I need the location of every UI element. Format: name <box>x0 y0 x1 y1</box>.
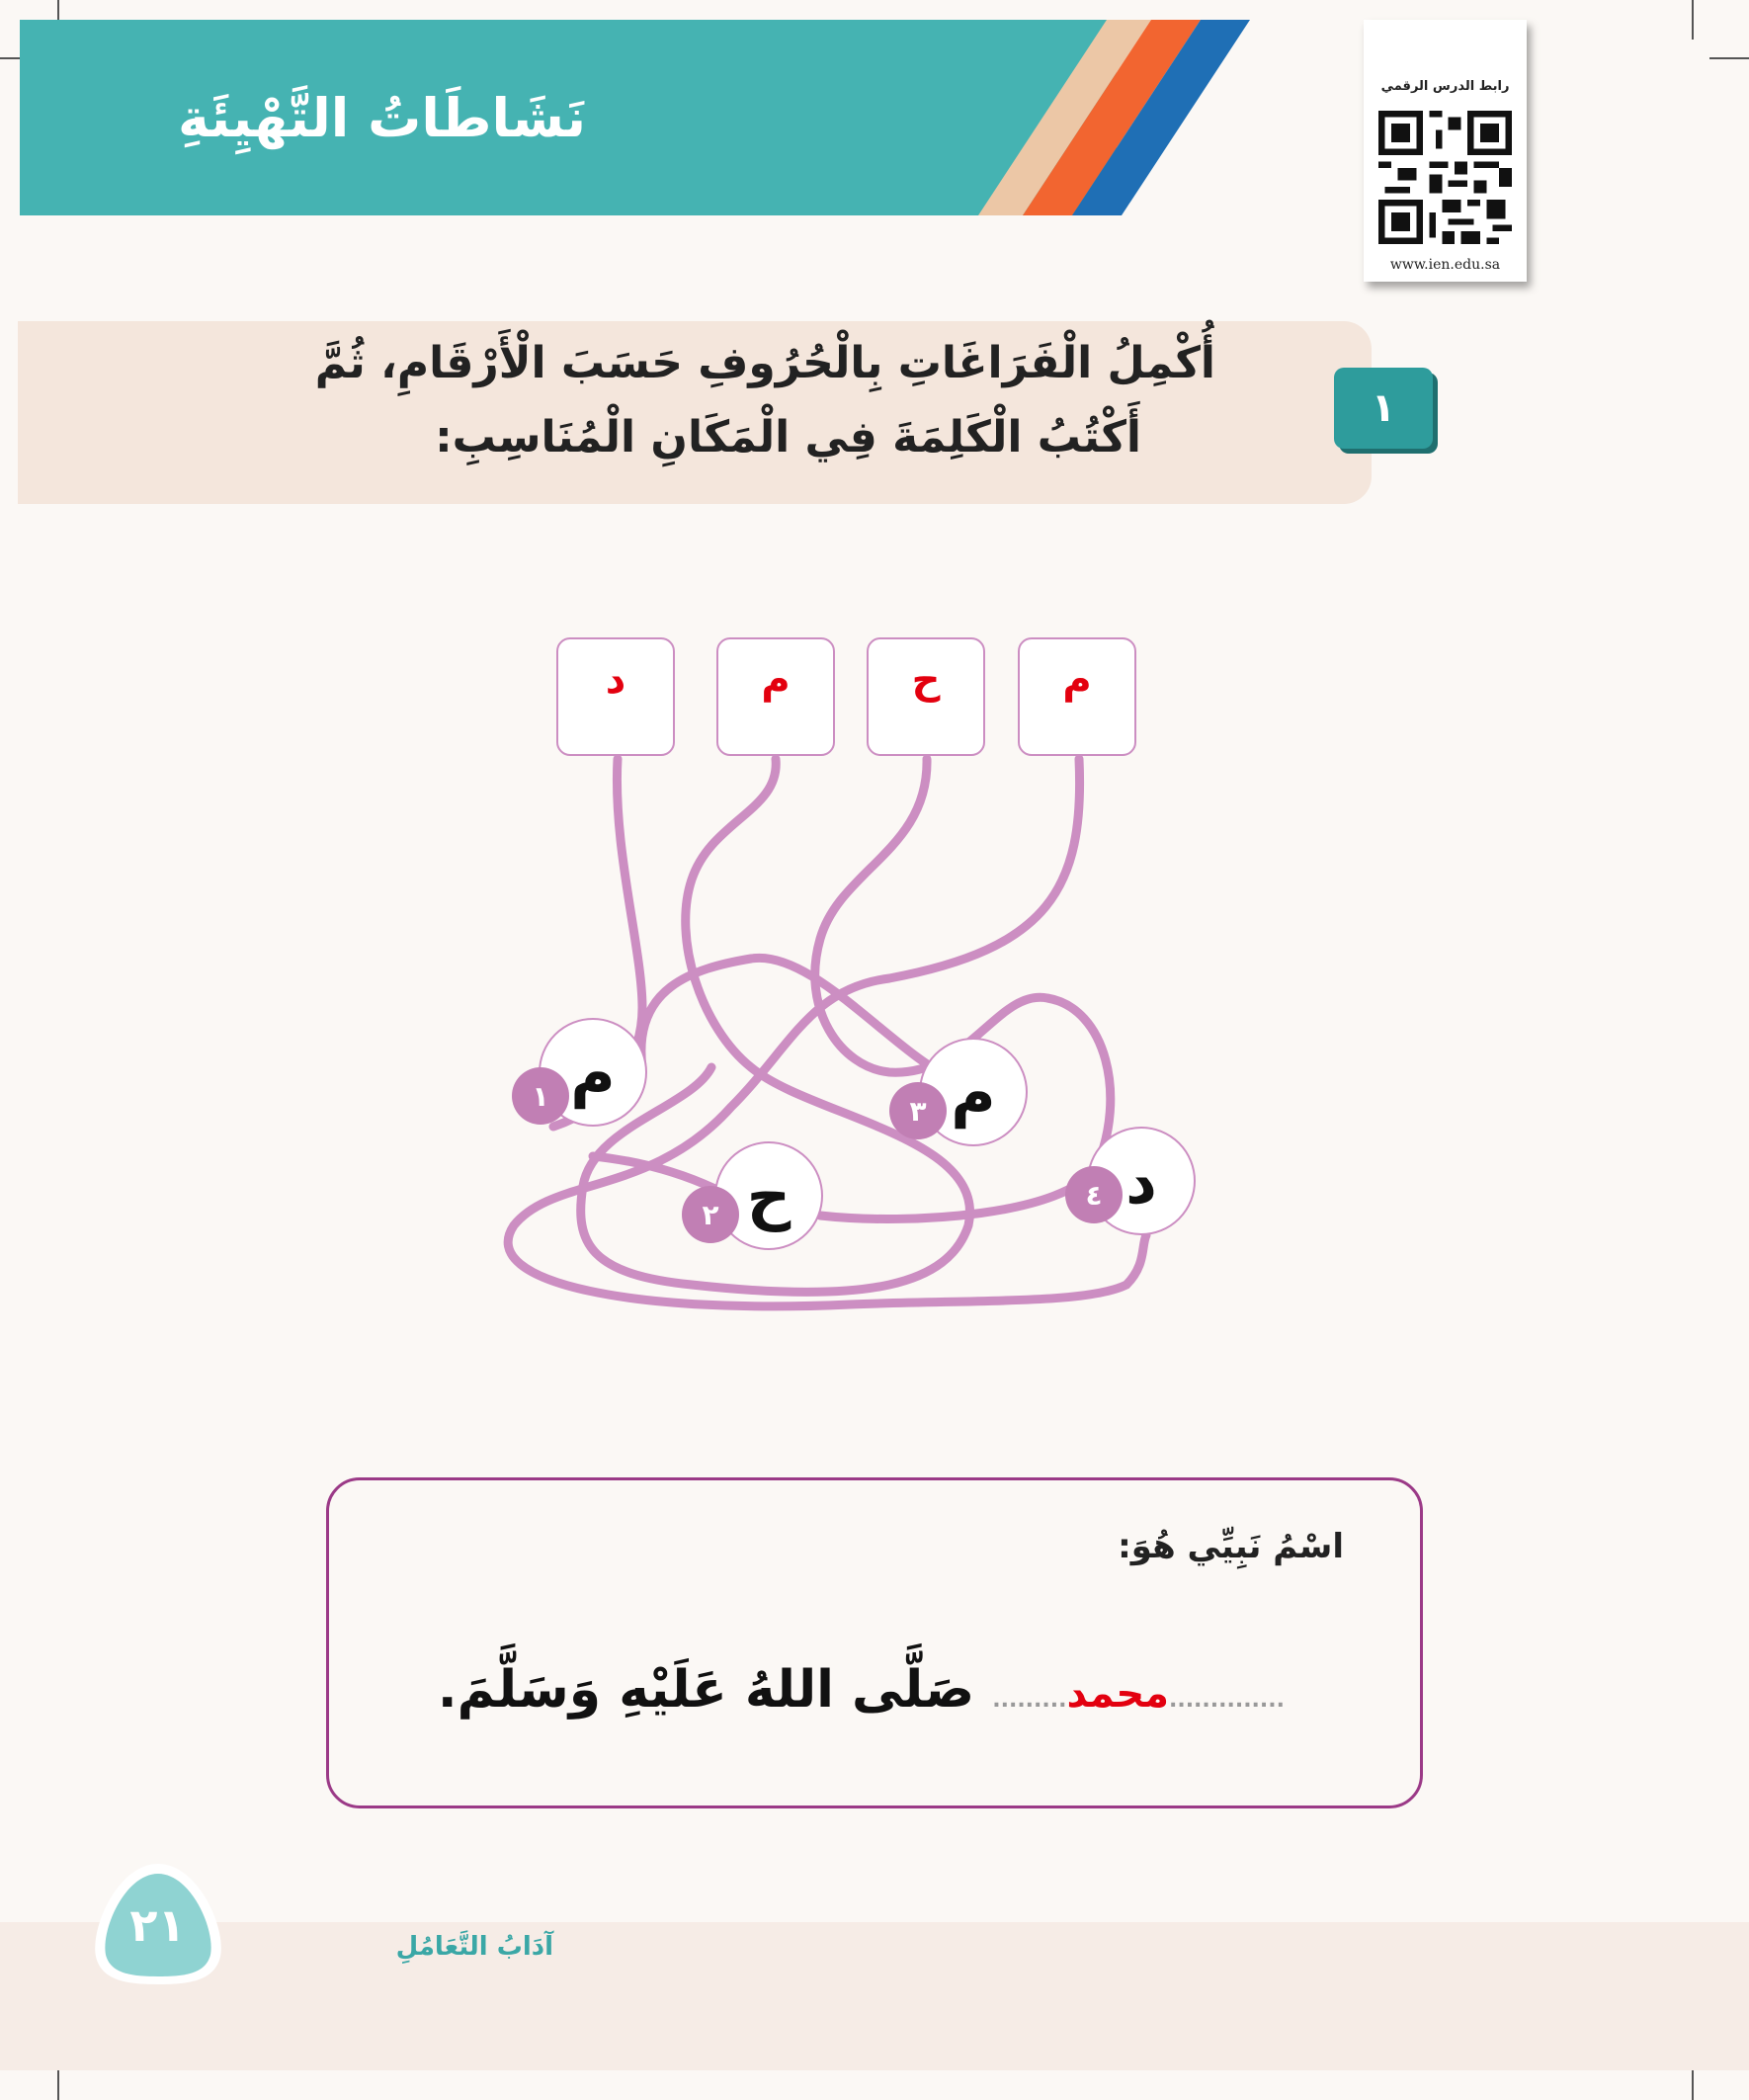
node-number-2: ٢ <box>682 1186 739 1243</box>
instruction-line-1: أُكْمِلُ الْفَرَاغَاتِ بِالْحُرُوفِ حَسَبَ الْأَرْقَامِ، ثُمَّ <box>314 338 1215 388</box>
answer-prompt: اسْمُ نَبِيِّي هُوَ: <box>1118 1527 1344 1566</box>
node-number-1: ١ <box>512 1067 569 1125</box>
answer-value[interactable]: محمد <box>1066 1671 1169 1717</box>
footer-band <box>0 1922 1749 2070</box>
page-number: ٢١ <box>129 1898 186 1952</box>
node-number-4: ٤ <box>1065 1166 1123 1223</box>
instruction-line-2: أَكْتُبُ الْكَلِمَةَ فِي الْمَكَانِ الْمُنَاسِبِ: <box>435 412 1141 462</box>
answer-suffix: صَلَّى اللهُ عَلَيْهِ وَسَلَّمَ. <box>437 1660 975 1720</box>
node-letter: د <box>1125 1144 1157 1218</box>
blank-dots: .............. <box>1168 1688 1285 1713</box>
exercise-number-badge: ١ <box>1334 368 1433 449</box>
footer-book-title: آدَابُ التَّعَامُلِ <box>395 1932 553 1962</box>
answer-letter-box-4[interactable]: د <box>556 637 675 756</box>
node-number-3: ٣ <box>889 1082 947 1139</box>
node-letter: م <box>570 1036 616 1109</box>
page-title: نَشَاطَاتُ التَّهْيِئَةِ <box>178 86 587 149</box>
answer-letter-box-1[interactable]: م <box>1018 637 1136 756</box>
answer-sentence <box>437 1660 1285 1720</box>
blank-dots: ......... <box>992 1688 1067 1713</box>
answer-letter-box-2[interactable]: ح <box>867 637 985 756</box>
qr-url[interactable]: www.ien.edu.sa <box>1389 257 1501 273</box>
node-letter: ح <box>746 1159 791 1232</box>
qr-label: رابط الدرس الرقمي <box>1380 79 1510 94</box>
answer-letter-box-3[interactable]: م <box>716 637 835 756</box>
node-letter: م <box>951 1055 996 1129</box>
